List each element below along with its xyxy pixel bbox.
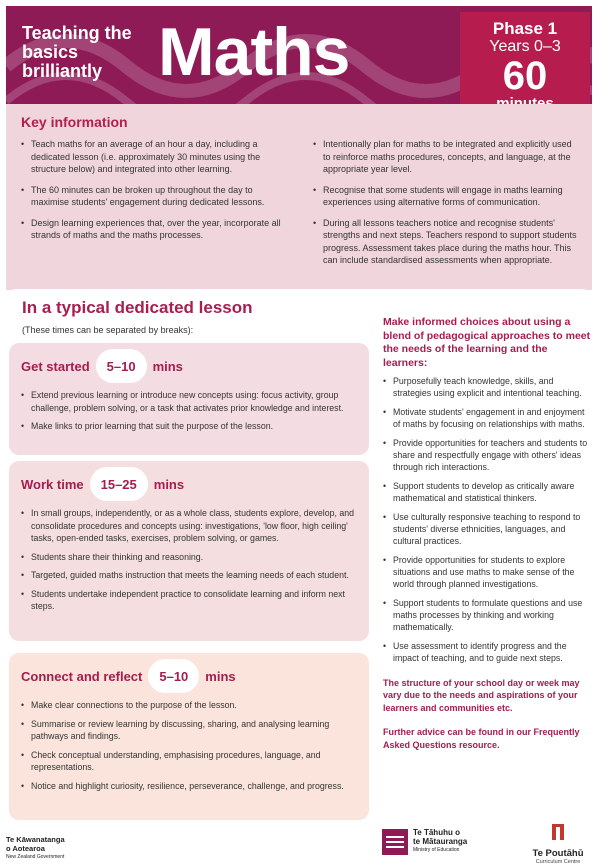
list-item: • Check conceptual understanding, emphasising procedures, language, and representations. <box>21 749 357 774</box>
block-label: Connect and reflect <box>21 668 143 684</box>
ministry-logo <box>382 828 467 855</box>
curriculum-centre-logo <box>526 822 590 865</box>
list-item: • Recognise that some students will engage in maths learning experiences using alternative forms of communication. <box>313 184 577 209</box>
poutahu-sub: Curriculum Centre <box>535 859 581 865</box>
list-item: • Motivate students' engagement in and enjoyment of maths by focusing on relationships with maths. <box>383 406 591 430</box>
list-item: • Targeted, guided maths instruction that meets the learning needs of each student. <box>21 569 357 582</box>
list-item: • Use assessment to identify progress and the impact of teaching, and to guide next steps. <box>383 640 591 664</box>
list-item: • Design learning experiences that, over the year, incorporate all strands of maths and the maths processes. <box>21 217 285 242</box>
phase-years: Years 0–3 <box>489 38 561 55</box>
gov-sub: New Zealand Government <box>6 854 65 860</box>
list-item: • Purposefully teach knowledge, skills, and strategies using explicit and intentional teaching. <box>383 375 591 399</box>
moe-sub: Ministry of Education <box>413 847 460 853</box>
lesson-block-connect-reflect <box>9 653 369 820</box>
connector-line <box>179 641 187 653</box>
list-item: • Provide opportunities for teachers and students to share and respectfully engage with others' ideas through rich interactions. <box>383 437 591 474</box>
key-information-section <box>6 104 592 290</box>
pedagogy-column <box>383 316 591 751</box>
structure-note: The structure of your school day or week may vary due to the needs and aspirations of your learners and communities etc. <box>383 677 580 713</box>
ministry-emblem-icon <box>382 829 408 855</box>
list-item: • Make links to prior learning that suit the purpose of the lesson. <box>21 420 357 433</box>
key-info-left-list <box>21 138 285 275</box>
list-item: • Support students to formulate questions and use maths processes by thinking and working mathematically. <box>383 597 591 634</box>
list-item: • Notice and highlight curiosity, resilience, perseverance, challenge, and progress. <box>21 780 357 793</box>
list-item: • Use culturally responsive teaching to respond to students' diverse ethnicities, languages, and cultural practices. <box>383 511 591 548</box>
list-item: • Students undertake independent practice to consolidate learning and inform next steps. <box>21 588 357 613</box>
duration-value: 60 <box>502 54 548 98</box>
list-item: • In small groups, independently, or as a whole class, students explore, develop, and consolidate procedures and concepts using: investigations, 'low floor, high ceiling' tasks, open-ended tasks, exercises, problem solving, or games. <box>21 507 357 545</box>
block-list <box>21 389 357 433</box>
list-item: • The 60 minutes can be broken up throughout the day to maximise students' engagement during dedicated lessons. <box>21 184 285 209</box>
list-item: • Summarise or review learning by discussing, sharing, and analysing learning pathways and findings. <box>21 718 357 743</box>
poutahu-name: Te Poutāhū <box>532 848 584 859</box>
block-mins: mins <box>152 358 183 374</box>
list-item: • Intentionally plan for maths to be integrated and explicitly used to reinforce maths procedures, concepts, and language, at the appropriate year level. <box>313 138 577 176</box>
key-information-title: Key information <box>21 114 128 130</box>
pedagogy-title: Make informed choices about using a blend of pedagogical approaches to meet the needs of the learning and the learners: <box>383 316 591 369</box>
moe-line1: Te Tāhuhu o <box>413 828 460 837</box>
list-item: • During all lessons teachers notice and recognise students' strengths and next steps. Teachers respond to support students progress. Assessment takes place during the maths hour. This can include standardised assessments when appropriate. <box>313 217 577 267</box>
list-item: • Support students to develop as critically aware mathematical and statistical thinkers. <box>383 480 591 504</box>
typical-lesson-title: In a typical dedicated lesson <box>22 298 253 317</box>
pedagogy-list <box>383 375 591 665</box>
block-time: 5–10 <box>148 659 199 693</box>
tagline: Teaching the basics brilliantly <box>22 23 132 81</box>
phase-label: Phase 1 <box>492 19 558 38</box>
key-info-right-list <box>313 138 577 275</box>
list-item: • Make clear connections to the purpose of the lesson. <box>21 699 357 712</box>
poutahu-icon <box>550 822 566 842</box>
phase-badge <box>460 12 590 119</box>
block-label: Work time <box>21 476 84 492</box>
block-list <box>21 507 357 613</box>
government-logo <box>6 836 65 862</box>
lesson-block-work-time <box>9 461 369 641</box>
list-item: • Students share their thinking and reasoning. <box>21 551 357 564</box>
block-time: 5–10 <box>96 349 147 383</box>
list-item: • Teach maths for an average of an hour a day, including a dedicated lesson (i.e. approximately 30 minutes using the structure below) and integrated into other learning. <box>21 138 285 176</box>
moe-line2: te Mātauranga <box>413 837 468 846</box>
block-label: Get started <box>21 358 90 374</box>
list-item: • Provide opportunities for students to explore situations and use maths to make sense of the world through planned investigations. <box>383 554 591 591</box>
page-title: Maths <box>158 14 350 90</box>
typical-lesson-subtitle: (These times can be separated by breaks): <box>22 325 194 335</box>
faq-note: Further advice can be found in our Frequently Asked Questions resource. <box>383 727 580 750</box>
block-time: 15–25 <box>90 467 148 501</box>
footer <box>6 821 592 868</box>
block-list <box>21 699 357 792</box>
list-item: • Extend previous learning or introduce new concepts using: focus activity, group challenge, problem solving, or a task that activates prior knowledge and interest. <box>21 389 357 414</box>
gov-line1: Te Kāwanatanga <box>6 835 65 844</box>
block-mins: mins <box>153 476 185 492</box>
block-mins: mins <box>205 668 236 684</box>
lesson-block-get-started <box>9 343 369 455</box>
gov-line2: o Aotearoa <box>6 843 45 853</box>
